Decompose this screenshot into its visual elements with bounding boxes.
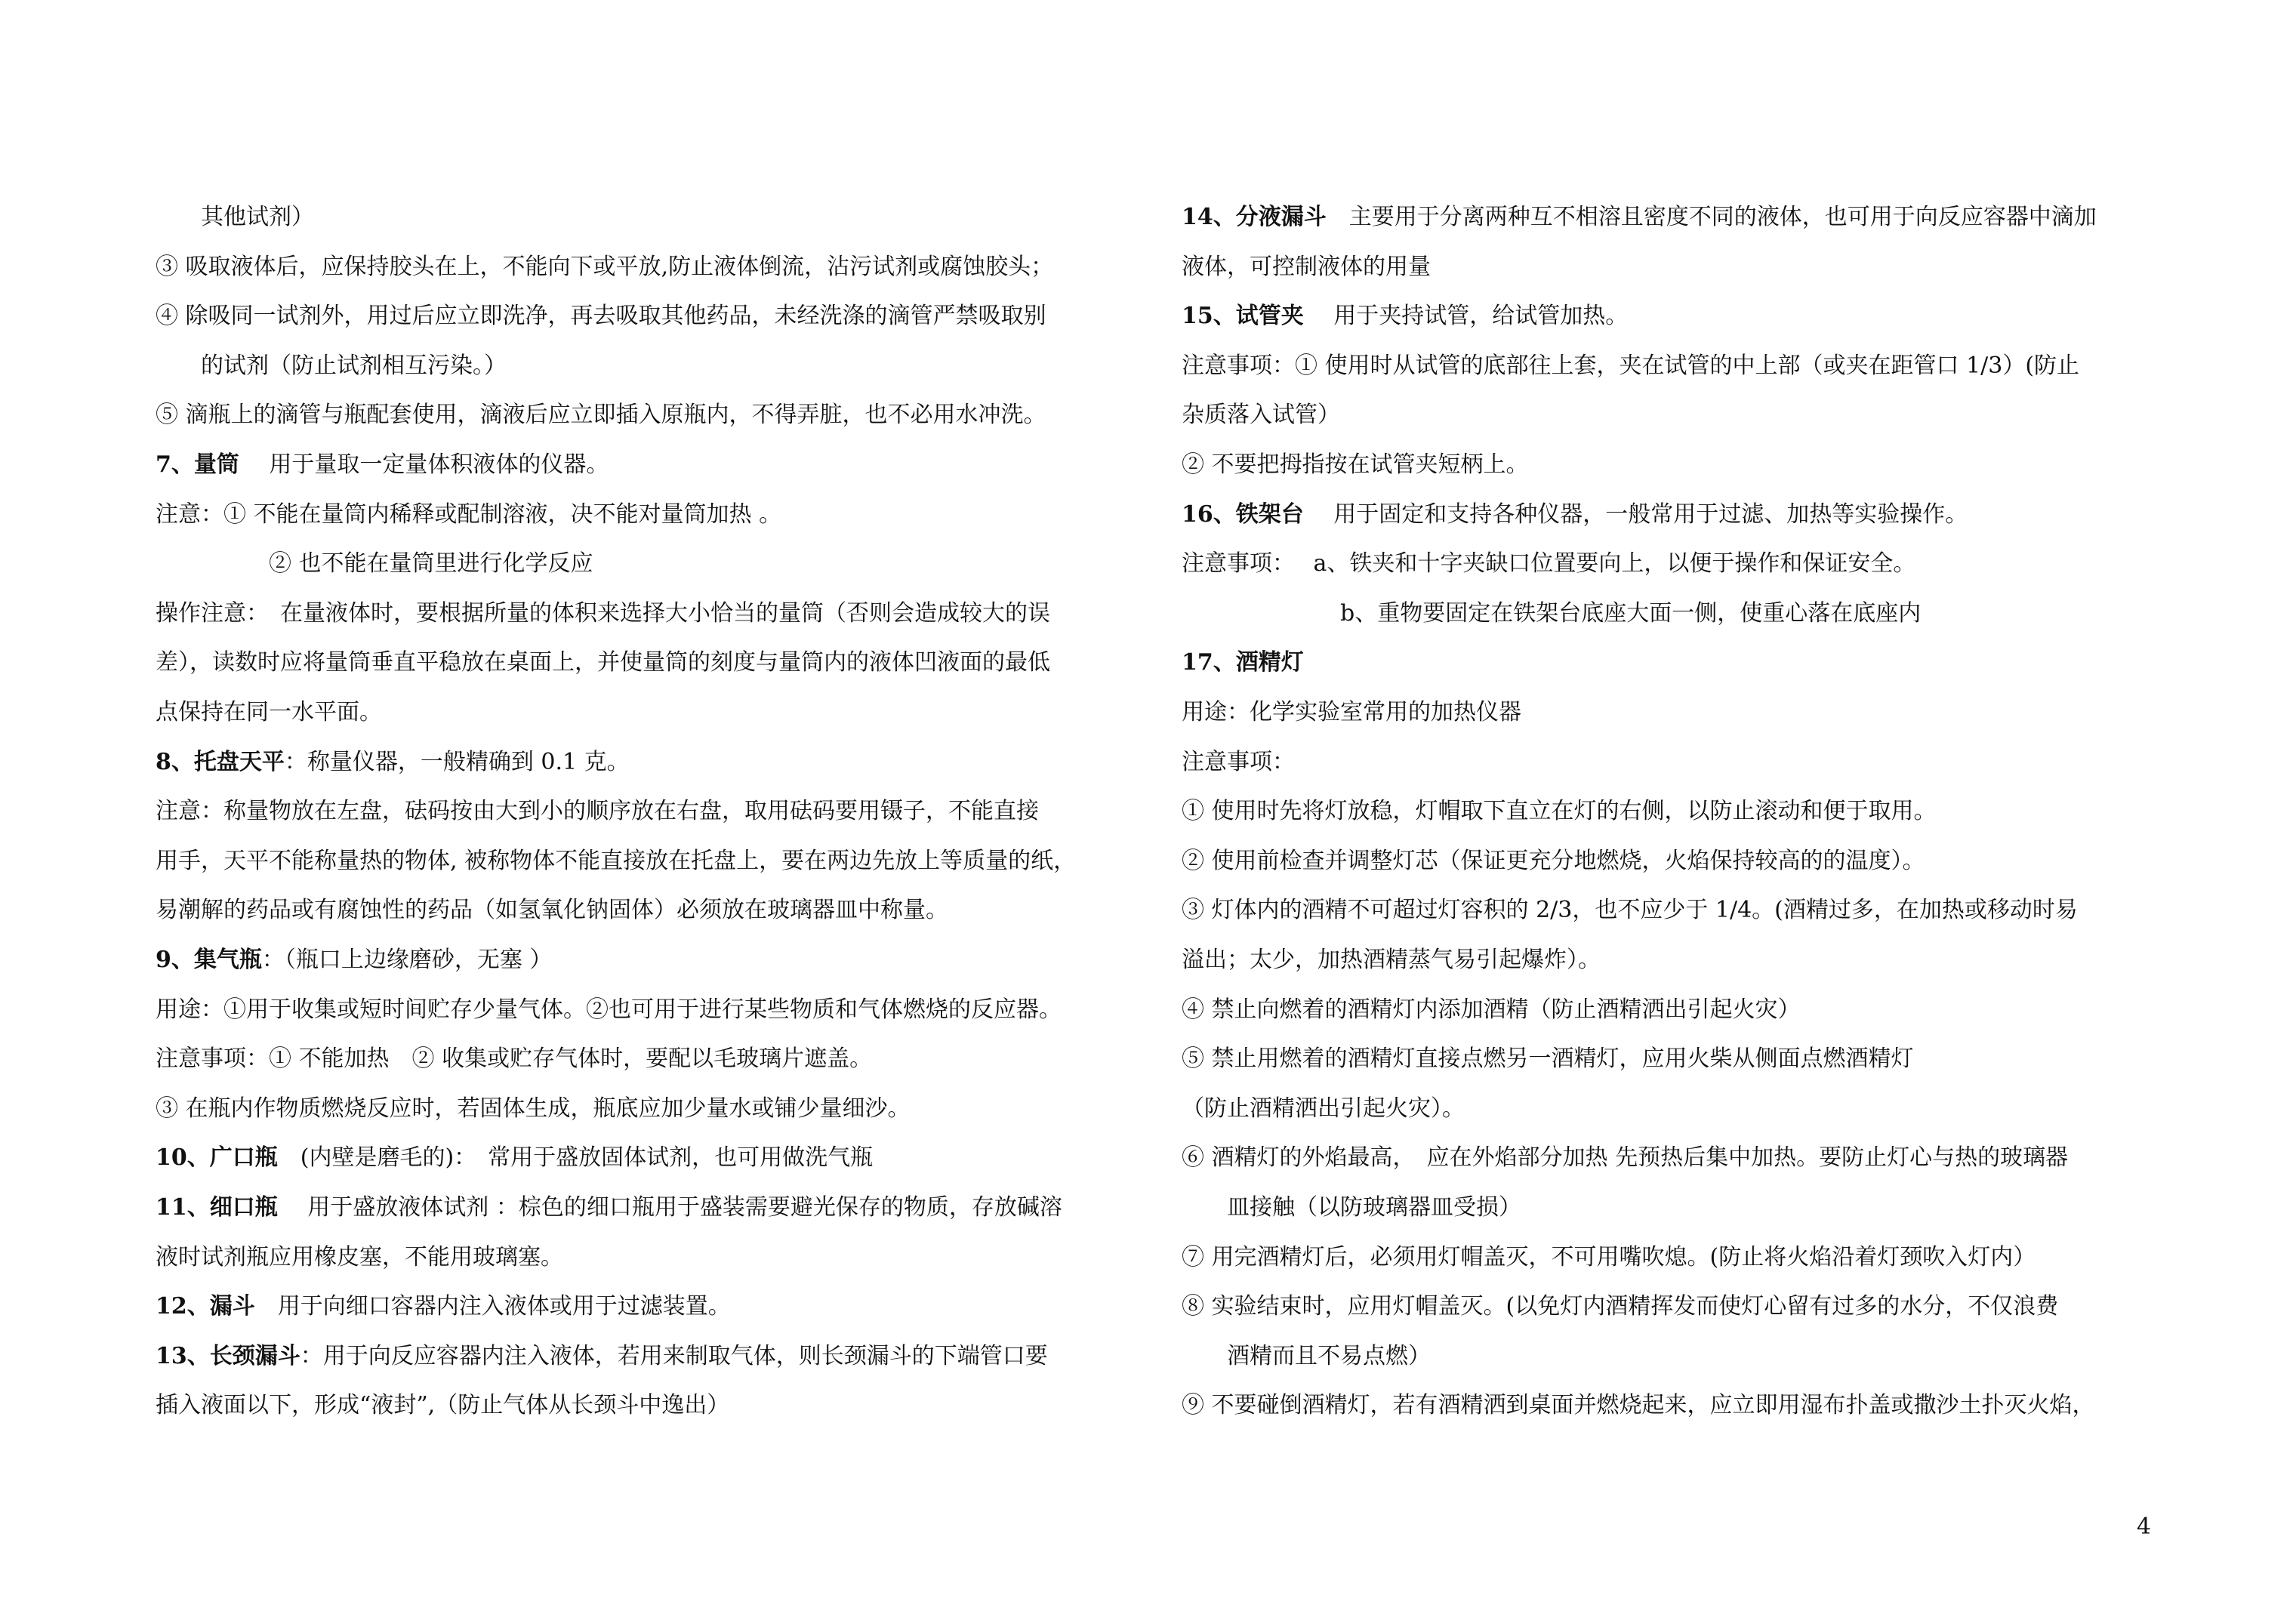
line-text: 注意事项： a、铁夹和十字夹缺口位置要向上，以便于操作和保证安全。	[1182, 550, 1916, 577]
page-number: 4	[2137, 1514, 2152, 1540]
text-line	[156, 945, 552, 975]
text-line	[156, 351, 507, 381]
line-text: 用手，天平不能称量热的物体, 被称物体不能直接放在托盘上，要在两边先放上等质量的纸，	[156, 847, 1077, 874]
text-line	[156, 1341, 1048, 1372]
text-line	[1182, 202, 2097, 233]
text-line	[1182, 252, 1431, 282]
text-line	[156, 450, 609, 480]
text-line	[1182, 1044, 1914, 1074]
section-heading: 9、集气瓶	[156, 947, 262, 973]
line-text: b、重物要固定在铁架台底座大面一侧，使重心落在底座内	[1340, 599, 1922, 627]
line-text: 其他试剂）	[201, 204, 314, 230]
section-heading: 13、长颈漏斗	[156, 1342, 300, 1369]
line-text: ：称量仪器，一般精确到 0.1 克。	[284, 748, 630, 775]
text-line	[1182, 895, 2078, 925]
section-heading: 8、托盘天平	[156, 748, 285, 775]
line-text: ② 也不能在量筒里进行化学反应	[269, 550, 593, 577]
text-line	[1182, 995, 1801, 1025]
line-text: 液体，可控制液体的用量	[1182, 253, 1431, 280]
line-text: 皿接触（以防玻璃器皿受损）	[1227, 1194, 1521, 1221]
text-line	[156, 1390, 729, 1421]
text-line	[1182, 648, 1304, 678]
text-line	[1182, 1390, 2095, 1421]
text-line	[156, 549, 593, 579]
line-text: 插入液面以下，形成“液封”,（防止气体从长颈斗中逸出）	[156, 1392, 730, 1419]
line-text: 注意事项：① 使用时从试管的底部往上套，夹在试管的中上部（或夹在距管口 1/3）(防止	[1182, 352, 2080, 379]
text-line	[156, 1143, 873, 1173]
text-line	[1182, 1243, 2036, 1273]
section-heading: 10、广口瓶	[156, 1144, 278, 1172]
text-line	[156, 400, 1046, 430]
line-text: ② 不要把拇指按在试管夹短柄上。	[1182, 451, 1529, 478]
line-text: 用于向细口容器内注入液体或用于过滤装置。	[254, 1293, 731, 1320]
text-line	[1182, 1292, 2058, 1322]
section-heading: 15、试管夹	[1182, 303, 1304, 330]
text-line	[156, 202, 314, 233]
section-heading: 7、量筒	[156, 451, 239, 478]
line-text: ⑤ 禁止用燃着的酒精灯直接点燃另一酒精灯，应用火柴从侧面点燃酒精灯	[1182, 1046, 1914, 1073]
line-text: ⑨ 不要碰倒酒精灯，若有酒精洒到桌面并燃烧起来，应立即用湿布扑盖或撒沙土扑灭火焰，	[1182, 1392, 2095, 1419]
text-line	[156, 1292, 731, 1322]
line-text: 主要用于分离两种互不相溶且密度不同的液体，也可用于向反应容器中滴加	[1326, 204, 2097, 230]
line-text: ③ 吸取液体后，应保持胶头在上，不能向下或平放,防止液体倒流，沾污试剂或腐蚀胶头；	[156, 253, 1054, 280]
line-text: ：用于向反应容器内注入液体，若用来制取气体，则长颈漏斗的下端管口要	[300, 1342, 1048, 1369]
line-text: ⑥ 酒精灯的外焰最高， 应在外焰部分加热 先预热后集中加热。要防止灯心与热的玻璃器	[1182, 1144, 2069, 1172]
line-text: ⑤ 滴瓶上的滴管与瓶配套使用，滴液后应立即插入原瓶内，不得弄脏，也不必用水冲洗。	[156, 402, 1046, 429]
text-line	[156, 500, 781, 530]
text-line	[1182, 301, 1628, 331]
line-text: 易潮解的药品或有腐蚀性的药品（如氢氧化钠固体）必须放在玻璃器皿中称量。	[156, 897, 948, 924]
text-line	[156, 747, 630, 778]
line-text: 注意：称量物放在左盘，砝码按由大到小的顺序放在右盘，取用砝码要用镊子，不能直接	[156, 798, 1039, 825]
line-text: ③ 在瓶内作物质燃烧反应时，若固体生成，瓶底应加少量水或铺少量细沙。	[156, 1095, 911, 1122]
line-text: 用途：化学实验室常用的加热仪器	[1182, 699, 1521, 725]
text-line	[1182, 846, 1925, 876]
text-line	[156, 846, 1076, 876]
text-line	[156, 995, 1062, 1025]
section-heading: 16、铁架台	[1182, 500, 1304, 528]
line-text: 注意事项：① 不能加热 ② 收集或贮存气体时，要配以毛玻璃片遮盖。	[156, 1046, 873, 1073]
text-line	[1182, 549, 1915, 579]
text-line	[1182, 796, 1937, 827]
line-text: ① 使用时先将灯放稳，灯帽取下直立在灯的右侧，以防止滚动和便于取用。	[1182, 798, 1937, 825]
text-line	[156, 1193, 1062, 1223]
section-heading: 12、漏斗	[156, 1293, 255, 1320]
line-text: ④ 禁止向燃着的酒精灯内添加酒精（防止酒精洒出引起火灾）	[1182, 996, 1801, 1023]
text-line	[1182, 400, 1340, 430]
text-line	[156, 796, 1039, 827]
line-text: 杂质落入试管）	[1182, 402, 1340, 429]
line-text: 溢出；太少，加热酒精蒸气易引起爆炸）。	[1182, 947, 1601, 973]
line-text: 注意事项：	[1182, 748, 1295, 775]
text-line	[1182, 945, 1601, 975]
line-text: 点保持在同一水平面。	[156, 699, 382, 725]
line-text: 用于固定和支持各种仪器，一般常用于过滤、加热等实验操作。	[1303, 500, 1968, 528]
text-line	[1182, 500, 1968, 530]
line-text: 的试剂（防止试剂相互污染。）	[201, 352, 507, 379]
line-text: 操作注意： 在量液体时，要根据所量的体积来选择大小恰当的量筒（否则会造成较大的误	[156, 599, 1050, 627]
text-line	[156, 599, 1050, 629]
text-line	[156, 1044, 872, 1074]
text-line	[156, 1094, 911, 1124]
line-text: 用途：①用于收集或短时间贮存少量气体。②也可用于进行某些物质和气体燃烧的反应器。	[156, 996, 1062, 1023]
line-text: ④ 除吸同一试剂外，用过后应立即洗净，再去吸取其他药品，未经洗涤的滴管严禁吸取别	[156, 303, 1046, 330]
text-line	[1182, 450, 1529, 480]
line-text: 用于夹持试管，给试管加热。	[1303, 303, 1629, 330]
text-line	[1182, 351, 2079, 381]
line-text: (内壁是磨毛的)： 常用于盛放固体试剂，也可用做洗气瓶	[277, 1144, 874, 1172]
line-text: （防止酒精洒出引起火灾）。	[1182, 1095, 1465, 1122]
line-text: 差），读数时应将量筒垂直平稳放在桌面上，并使量筒的刻度与量筒内的液体凹液面的最低	[156, 649, 1050, 676]
text-line	[1182, 747, 1295, 778]
line-text: 注意：① 不能在量筒内稀释或配制溶液，决不能对量筒加热 。	[156, 500, 782, 528]
section-heading: 11、细口瓶	[156, 1194, 278, 1221]
text-line	[1182, 1341, 1431, 1372]
text-line	[1182, 698, 1521, 728]
text-line	[156, 1243, 563, 1273]
text-line	[1182, 1193, 1521, 1223]
line-text: 用于量取一定量体积液体的仪器。	[239, 451, 609, 478]
line-text: ⑦ 用完酒精灯后，必须用灯帽盖灭，不可用嘴吹熄。(防止将火焰沿着灯颈吹入灯内）	[1182, 1243, 2036, 1270]
text-line	[156, 301, 1046, 331]
text-line	[156, 252, 1053, 282]
line-text: 液时试剂瓶应用橡皮塞，不能用玻璃塞。	[156, 1243, 563, 1270]
section-heading: 17、酒精灯	[1182, 649, 1304, 676]
line-text: 酒精而且不易点燃）	[1227, 1342, 1431, 1369]
line-text: ⑧ 实验结束时，应用灯帽盖灭。(以免灯内酒精挥发而使灯心留有过多的水分，不仅浪费	[1182, 1293, 2059, 1320]
text-line	[156, 698, 382, 728]
section-heading: 14、分液漏斗	[1182, 204, 1327, 230]
line-text: 用于盛放液体试剂 ：棕色的细口瓶用于盛装需要避光保存的物质，存放碱溶	[277, 1194, 1062, 1221]
line-text: ：（瓶口上边缘磨砂，无塞 ）	[261, 947, 553, 973]
line-text: ② 使用前检查并调整灯芯（保证更充分地燃烧，火焰保持较高的的温度）。	[1182, 847, 1925, 874]
text-line	[156, 648, 1050, 678]
text-line	[156, 895, 948, 925]
line-text: ③ 灯体内的酒精不可超过灯容积的 2/3，也不应少于 1/4。(酒精过多，在加热或移动时易	[1182, 897, 2078, 924]
text-line	[1182, 599, 1921, 629]
text-line	[1182, 1094, 1465, 1124]
text-line	[1182, 1143, 2068, 1173]
